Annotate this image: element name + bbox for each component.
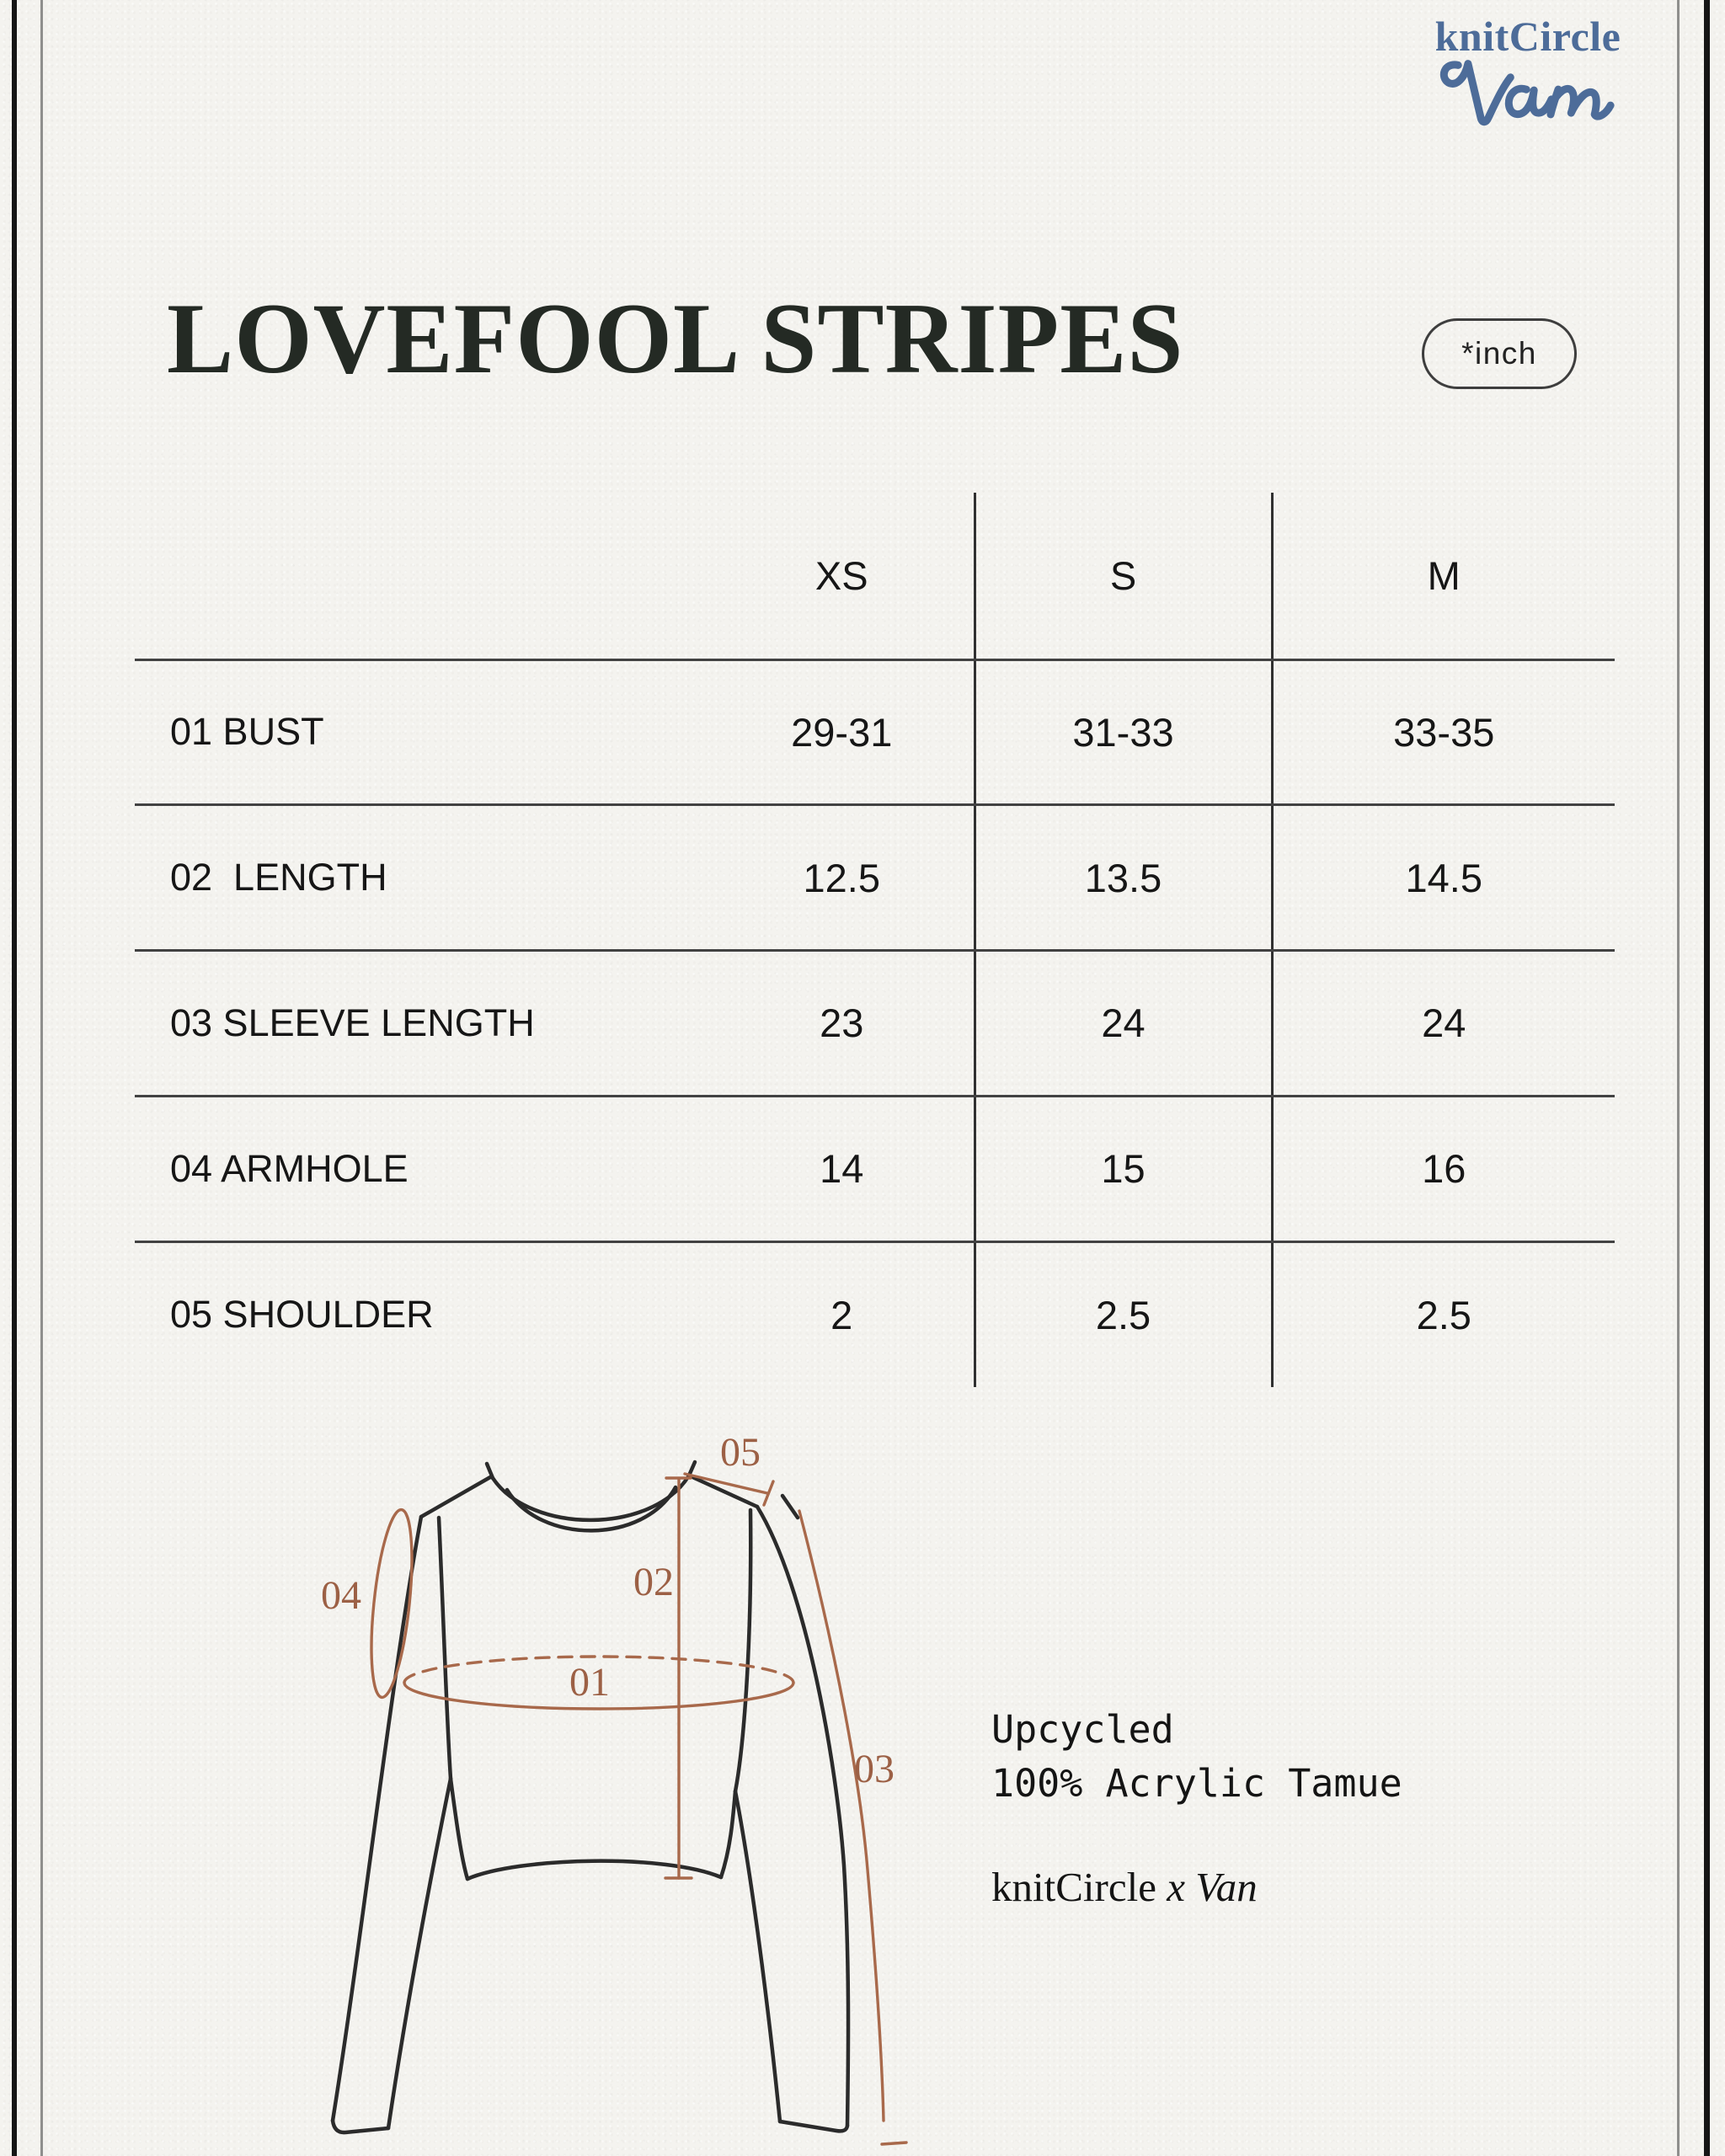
- material-line-1: Upcycled: [991, 1707, 1174, 1752]
- table-row-bust: [135, 659, 1615, 805]
- row-label-armhole: 04 ARMHOLE: [135, 1096, 710, 1241]
- row-label-bust: 01 BUST: [135, 659, 710, 805]
- sleeve-xs: 23: [710, 951, 975, 1097]
- collab-brand: knitCircle: [991, 1864, 1156, 1910]
- size-column-m: M: [1272, 493, 1615, 659]
- frame-line-outer-right: [1704, 0, 1710, 2156]
- collab-separator: x: [1167, 1864, 1185, 1910]
- material-info: [991, 1703, 1402, 1811]
- callout-armhole: 04: [321, 1573, 361, 1618]
- bust-xs: 29-31: [710, 659, 975, 805]
- row-label-shoulder: 05 SHOULDER: [170, 1293, 434, 1337]
- size-column-xs: XS: [710, 493, 975, 659]
- armhole-measure-ellipse: [364, 1508, 419, 1699]
- callout-shoulder: 05: [720, 1430, 761, 1475]
- frame-line-outer-left: [12, 0, 17, 2156]
- sleeve-s: 24: [975, 951, 1272, 1097]
- sleeve-measure-line: [799, 1511, 884, 2121]
- garment-diagram: [194, 1398, 1036, 2156]
- table-row-armhole: [135, 1096, 1615, 1241]
- shoulder-measure-line: [685, 1474, 767, 1493]
- frame-line-inner-right: [1677, 0, 1680, 2156]
- bust-s: 31-33: [975, 659, 1272, 805]
- page-title: LOVEFOOL STRIPES: [167, 282, 1184, 394]
- length-m: 14.5: [1272, 805, 1615, 951]
- brand-logo: [1418, 15, 1637, 136]
- sleeve-m: 24: [1272, 951, 1615, 1097]
- size-column-s: S: [975, 493, 1272, 659]
- shoulder-seam-tick: [782, 1496, 798, 1518]
- frame-line-inner-left: [40, 0, 43, 2156]
- size-chart-corner: [135, 493, 710, 659]
- table-row-sleeve-length: [135, 951, 1615, 1097]
- collab-name: Van: [1195, 1864, 1258, 1910]
- armhole-xs: 14: [710, 1096, 975, 1241]
- length-s: 13.5: [975, 805, 1272, 951]
- collab-credit: [991, 1863, 1258, 1911]
- armhole-s: 15: [975, 1096, 1272, 1241]
- unit-badge: *inch: [1422, 318, 1577, 389]
- shoulder-m: 2.5: [1272, 1241, 1615, 1387]
- row-label-length: 02 LENGTH: [135, 805, 710, 951]
- table-row-shoulder: [135, 1241, 1615, 1387]
- brand-logo-text: knitCircle: [1434, 13, 1621, 60]
- shoulder-s: 2.5: [975, 1241, 1272, 1387]
- row-label-sleeve-length: 03 SLEEVE LENGTH: [135, 951, 710, 1097]
- material-line-2: 100% Acrylic Tamue: [991, 1761, 1402, 1806]
- shoulder-xs: 2: [830, 1292, 853, 1337]
- garment-outline-crop-top: [333, 1462, 848, 2132]
- callout-length: 02: [633, 1560, 674, 1604]
- table-row-length: [135, 805, 1615, 951]
- bust-m: 33-35: [1272, 659, 1615, 805]
- callout-bust: 01: [569, 1660, 610, 1705]
- length-xs: 12.5: [710, 805, 975, 951]
- armhole-m: 16: [1272, 1096, 1615, 1241]
- size-chart-table: [135, 493, 1615, 1387]
- callout-sleeve: 03: [854, 1747, 895, 1791]
